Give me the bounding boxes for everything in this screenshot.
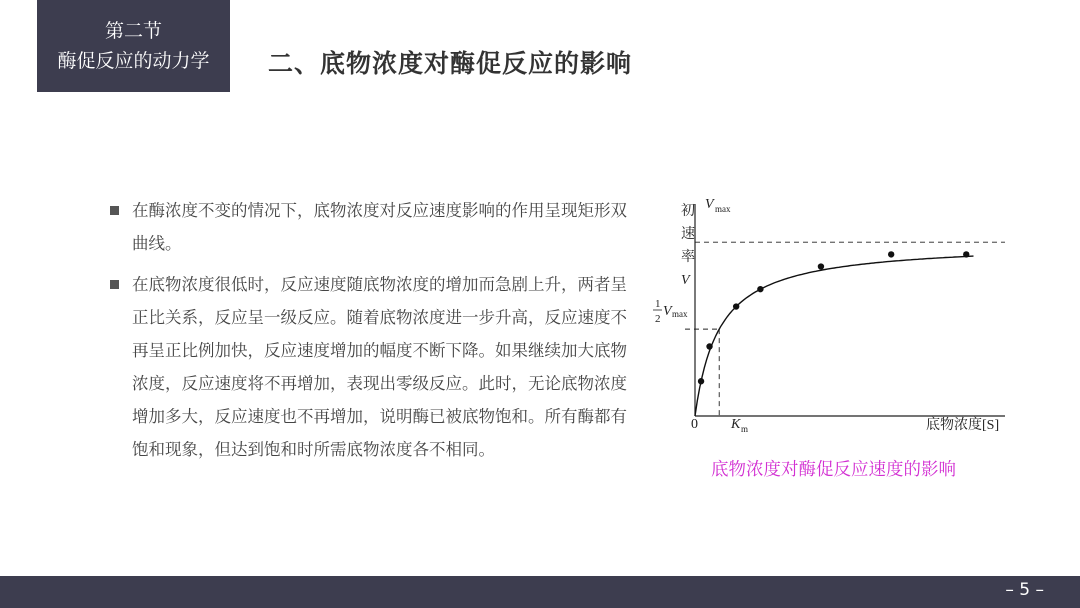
y-axis-label-char: 率	[681, 250, 695, 265]
data-point	[757, 286, 763, 292]
chart-plot-area	[685, 204, 1005, 416]
data-point	[698, 378, 704, 384]
y-axis-label-char: 初	[681, 204, 695, 219]
x-axis-label: 底物浓度[S]	[926, 418, 1000, 433]
section-label-box	[37, 0, 230, 92]
square-bullet-icon	[110, 280, 119, 289]
half-vmax-subscript: max	[672, 309, 688, 319]
page-number: – 5 –	[1005, 580, 1044, 600]
km-label: K	[731, 417, 741, 432]
half-vmax-denominator: 2	[655, 313, 661, 325]
half-vmax-numerator: 1	[655, 298, 661, 310]
bullet-item-2	[108, 268, 628, 466]
data-point	[888, 251, 894, 257]
bullet-text-2: 在底物浓度很低时，反应速度随底物浓度的增加而急剧上升，两者呈正比关系，反应呈一级反应。随着底物浓度进一步升高，反应速度不再呈正比例加快，反应速度增加的幅度不断下降。如果继续加大底物浓度，反应速度将不再增加，表现出零级反应。此时，无论底物浓度增加多大，反应速度也不再增加，说明酶已被底物饱和。所有酶都有饱和现象，但达到饱和时所需底物浓度各不相同。	[132, 275, 627, 459]
bullet-list	[108, 194, 628, 466]
data-point	[733, 303, 739, 309]
data-point	[963, 251, 969, 257]
bullet-text-1: 在酶浓度不变的情况下，底物浓度对反应速度影响的作用呈现矩形双曲线。	[132, 201, 627, 253]
y-axis-label-char: V	[681, 273, 690, 288]
km-subscript: m	[741, 424, 749, 434]
michaelis-menten-chart	[643, 188, 1023, 448]
bullet-item-1	[108, 194, 628, 260]
y-axis-label-char: 速	[681, 227, 695, 242]
data-point	[706, 343, 712, 349]
section-number: 第二节	[104, 20, 162, 42]
page-title: 二、底物浓度对酶促反应的影响	[268, 49, 633, 78]
data-point	[818, 263, 824, 269]
chart-caption: 底物浓度对酶促反应速度的影响	[711, 460, 956, 480]
rate-curve	[695, 256, 974, 416]
vmax-subscript: max	[715, 204, 731, 214]
footer-bar	[0, 576, 1080, 608]
origin-label: 0	[691, 417, 698, 432]
square-bullet-icon	[110, 206, 119, 215]
half-vmax-label: V	[663, 304, 672, 319]
section-name: 酶促反应的动力学	[57, 50, 210, 72]
vmax-label: V	[705, 197, 714, 212]
